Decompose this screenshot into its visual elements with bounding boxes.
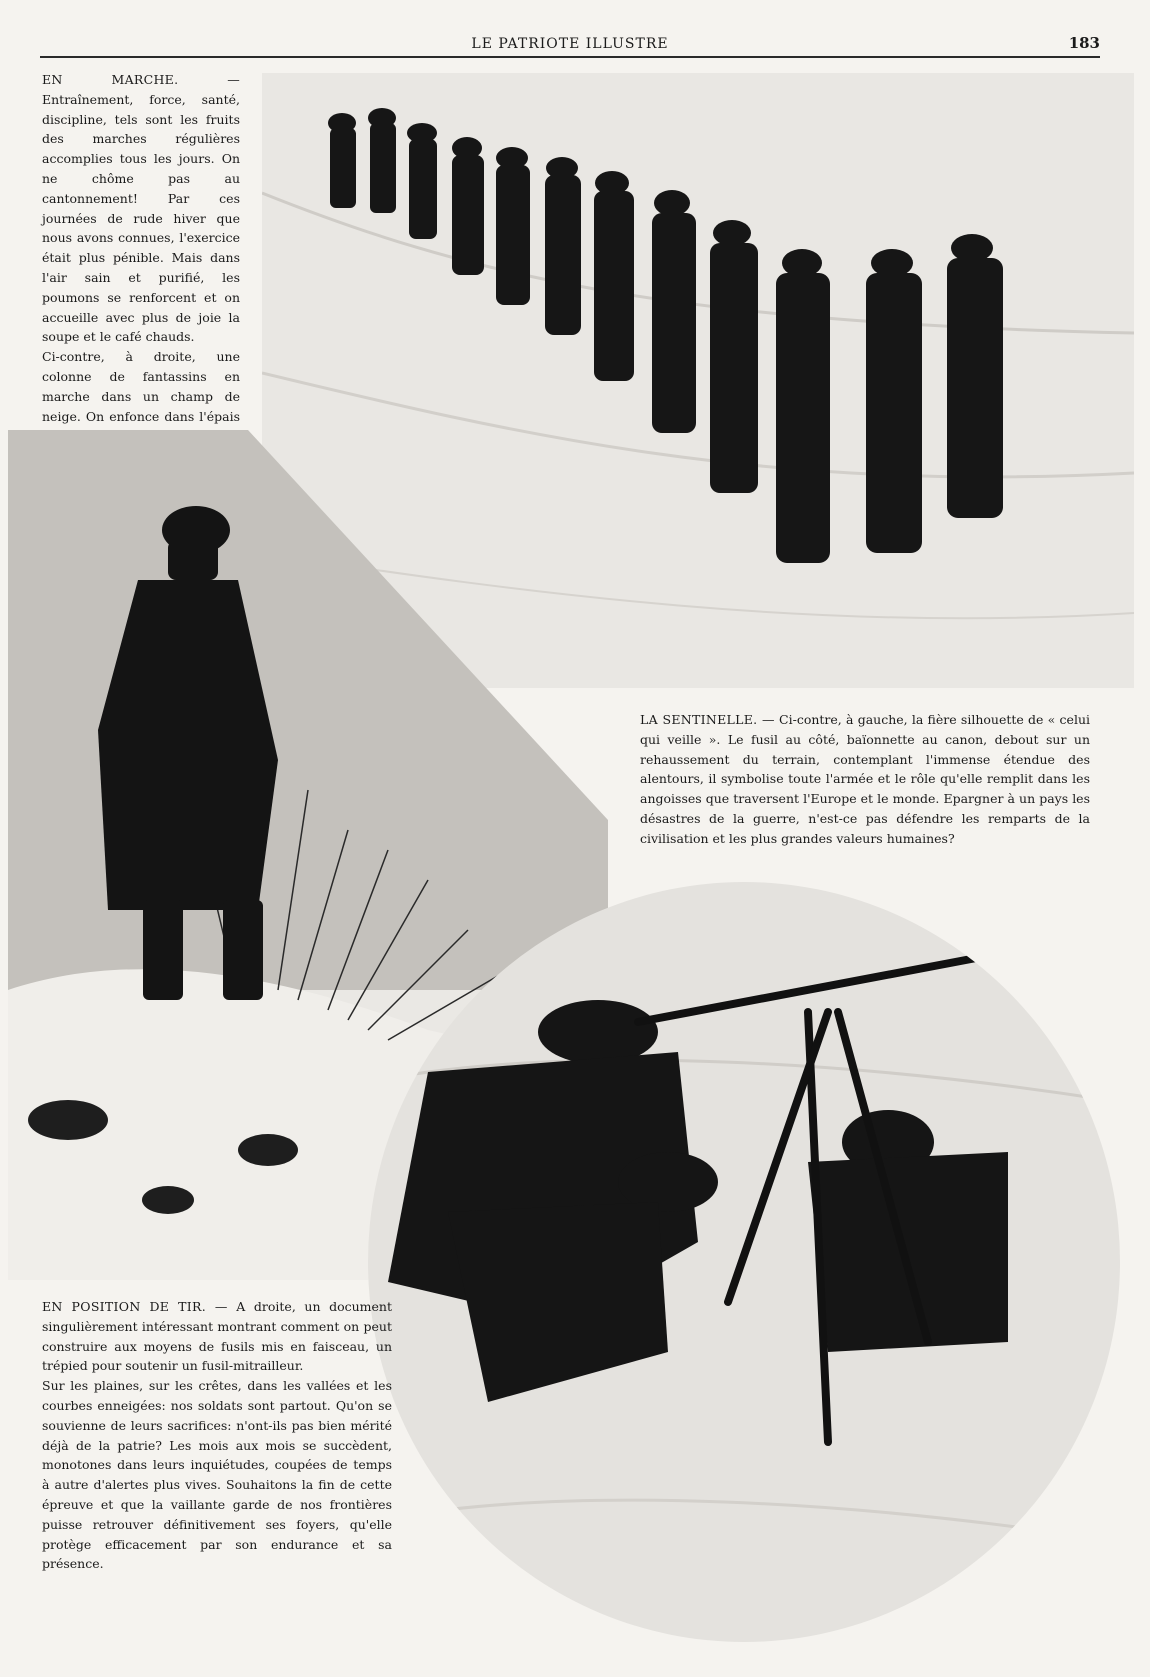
caption-lead: EN MARCHE. — bbox=[42, 72, 240, 87]
caption-lead: EN POSITION DE TIR. — bbox=[42, 1299, 228, 1314]
caption-en-marche bbox=[42, 70, 240, 466]
caption-body: Ci-contre, à gauche, la fière silhouette de « celui qui veille ». Le fusil au côté, baïonnette au canon, debout sur un rehaussement du terrain, contemplant l'immense étendue des alentours, il symbolise toute l'armée et le rôle qu'elle remplit dans les angoisses que traversent l'Europe et le monde. Epargner à un pays les désastres de la guerre, n'est-ce pas défendre les remparts de la civilisation et les plus grandes valeurs humaines? bbox=[640, 712, 1090, 846]
caption-lead: LA SENTINELLE. — bbox=[640, 712, 775, 727]
page-number: 183 bbox=[1068, 34, 1100, 52]
caption-body-2: Ci-contre, à droite, une colonne de fantassins en marche dans un champ de neige. On enfonce dans l'épais bbox=[42, 349, 240, 424]
caption-body-2: Sur les plaines, sur les crêtes, dans les vallées et les courbes enneigées: nos soldats sont partout. Qu'on se souvienne de leurs sacrifices: n'ont-ils pas bien mérité déjà de la patrie? Les mois aux mois se succèdent, monotones dans leurs inquiétudes, coupées de temps à autre d'alertes plus vives. Souhaitons la fin de cette épreuve et que la vaillante garde de nos frontières puisse retrouver définitivement ses foyers, qu'elle protège efficacement par son endurance et sa présence. bbox=[42, 1378, 392, 1572]
caption-body: Entraînement, force, santé, discipline, tels sont les fruits des marches régulières accomplies tous les jours. On ne chôme pas au cantonnement! Par ces journées de rude hiver que nous avons connues, l'exercice était plus pénible. Mais dans l'air sain et purifié, les poumons se renforcent et on accueille avec plus de joie la soupe et le café chauds. bbox=[42, 91, 240, 345]
photo-firing-position bbox=[368, 882, 1120, 1642]
page-header bbox=[40, 30, 1100, 58]
caption-body: A droite, un document singulièrement intéressant montrant comment on peut construire aux moyens de fusils mis en faisceau, un trépied pour soutenir un fusil-mitrailleur. bbox=[42, 1299, 392, 1374]
caption-la-sentinelle bbox=[640, 710, 1090, 849]
publication-title: LE PATRIOTE ILLUSTRE bbox=[471, 36, 669, 52]
caption-en-position-de-tir bbox=[42, 1297, 392, 1574]
